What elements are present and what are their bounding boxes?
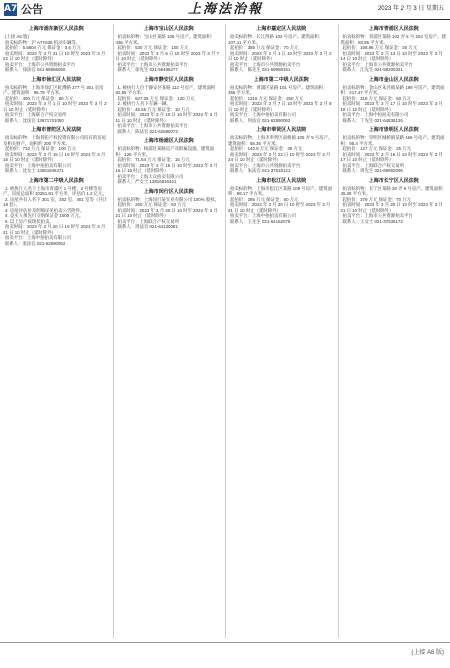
notice-title: 上海市普陀区人民法院 <box>31 127 82 133</box>
notice-paragraph: 起拍价：5.5804 万元 保证金：0.6 万元 <box>5 45 81 50</box>
notice-paragraph: 拍卖平台：上海中拍拍卖有限公司 <box>230 213 296 218</box>
notice-title: 上海市第二中级人民法院 <box>253 76 309 83</box>
notice-title: 上海市第二中级人民法院 <box>28 177 84 184</box>
notice-paragraph: 起拍价：355 万元 保证金：70 万元 <box>230 45 299 50</box>
notice-body <box>228 85 335 124</box>
notice-title: 上海市浦东新区人民法院 <box>28 26 84 32</box>
notice-paragraph: 拍卖标的物：杨浦区某路房产及附属设施。建筑面积：126 平方米。 <box>115 146 215 157</box>
notice-title: 上海市徐汇区人民法院 <box>31 76 82 83</box>
auction-notice <box>116 189 223 230</box>
notice-paragraph: 拍卖标的物：上海闵行某实业有限公司 100% 股权。 <box>117 196 219 202</box>
notice-body <box>228 34 335 73</box>
newspaper-masthead: 上海法治報 <box>187 2 263 17</box>
auction-notice <box>116 77 223 135</box>
notice-paragraph: (上接 A6 版) <box>5 34 29 39</box>
notice-paragraph: 联系人：陈法官 021-62580072 <box>117 128 178 134</box>
notice-paragraph: 拍卖平台：上海中拍拍卖有限公司 <box>230 112 296 117</box>
notice-paragraph: 拍卖时间：2023 年 3 月 6 日 10 时至 2023 年 3 月 7 日 10 时止（延时除外） <box>115 50 220 61</box>
notice-paragraph: 拍卖标的物：青浦区某路 102 弄 6 号 204 室房产。建筑面积：83.95 平方米。 <box>340 34 446 45</box>
notice-paragraph: 拍卖时间：2023 年 3 月 16 日 10 时至 2023 年 3 月 17 日 10 时止（延时除外） <box>340 151 443 162</box>
notice-paragraph: 3. 房屋评估价及明细详见拍卖公告附件。 <box>5 207 85 213</box>
notice-paragraph: 拍卖平台：上海市公共资源拍卖平台 <box>230 61 301 67</box>
issue-date: 2023 年 2 月 3 日 星期五 <box>377 6 444 12</box>
notice-paragraph: 起拍价：400 万元 保证金：80 万元 <box>5 95 74 101</box>
notice-body <box>341 34 448 73</box>
notice-body <box>3 186 110 247</box>
notice-body <box>3 34 110 73</box>
auction-notice <box>228 178 335 225</box>
notice-body <box>116 197 223 230</box>
notice-paragraph: 拍卖标的物：沪 A7Y626 机动车辆等。 <box>5 39 81 45</box>
auction-notice <box>3 77 110 124</box>
notice-paragraph: 起拍价：71.54 万元 保证金：15 万元 <box>117 157 190 162</box>
notice-body <box>228 135 335 174</box>
notice-paragraph: 2. 被执行人名下车辆一辆。 <box>117 101 171 106</box>
notice-paragraph: 拍卖时间：2023 年 3 月 10 日 10 时至 2023 年 3 月 11 日 10 时止（延时除外） <box>115 112 218 123</box>
notice-body <box>341 135 448 174</box>
notice-paragraph: 起拍价：46.55 万元 保证金：10 万元 <box>117 106 190 112</box>
notice-paragraph: 拍卖时间：2023 年 3 月 20 日 10 时至 2023 年 3 月 21 日 10 时止（延时除外） <box>228 202 331 213</box>
page-footer <box>0 642 450 668</box>
notice-body <box>341 85 448 124</box>
notice-paragraph: 联系人：王女士 021-37536172 <box>342 218 403 224</box>
notice-paragraph: 拍卖平台：上海市公共资源拍卖平台 <box>342 213 413 218</box>
notice-paragraph: 起拍价：1310 万元 保证金：260 万元 <box>230 95 304 101</box>
notice-paragraph: 拍卖标的物：宝山区某路 105 号房产。建筑面积：436 平方米。 <box>115 34 216 45</box>
notice-paragraph: 拍卖时间：2023 年 3 月 20 日 10 时至 2023 年 3 月 21 日 10 时止（延时除外） <box>3 224 106 235</box>
auction-notice <box>341 26 448 73</box>
notice-paragraph: 拍卖平台：上海市公共资源拍卖平台 <box>5 61 76 67</box>
footer-note: (上接 A6 版) <box>411 650 444 656</box>
page-header <box>0 0 450 20</box>
notice-paragraph: 拍卖平台：上海中拍拍卖有限公司 <box>342 112 409 117</box>
notice-paragraph: 起拍价：379 万元 保证金：70 万元 <box>342 196 412 202</box>
notice-body <box>116 85 223 135</box>
notice-title: 上海市静安区人民法院 <box>143 76 194 83</box>
auction-notice <box>341 178 448 225</box>
section-title: 公告 <box>21 3 43 16</box>
notice-body <box>116 146 223 185</box>
notice-paragraph: 拍卖时间：2023 年 3 月 20 日 10 时至 2023 年 3 月 21 日 10 时止（延时除外） <box>340 202 443 213</box>
notice-paragraph: 拍卖标的物：金山区朱泾镇某路 199 号房产。建筑面积：217.47 平方米。 <box>340 84 445 95</box>
notice-paragraph: 联系人：严女士 13816816421 <box>117 179 177 184</box>
notice-paragraph: 起拍价：250 万元 保证金：50 万元 <box>117 202 187 207</box>
notice-paragraph: 拍卖平台：上海联合产权交易所 <box>342 162 404 168</box>
notice-paragraph: 联系人：江先生 021-59200321 <box>342 67 403 72</box>
notice-paragraph: 拍卖平台：上海市公共资源拍卖平台 <box>117 61 188 67</box>
page-number-badge: A7 <box>4 4 18 14</box>
notice-paragraph: 拍卖标的物：长江西路 102 号房产。建筑面积：107.41 平方米。 <box>228 34 324 45</box>
notice-paragraph: 拍卖时间：2023 年 3 月 23 日 10 时至 2023 年 3 月 24 日 10 时止（延时除外） <box>228 151 331 162</box>
notice-paragraph: 1. 被执行人位于静安区某路 112 号房产，建筑面积 82.55 平方米。 <box>115 84 216 95</box>
notice-paragraph: 拍卖平台：上海市公共资源拍卖平台 <box>230 162 301 168</box>
notice-body <box>3 135 110 174</box>
notice-title: 上海市崇明区人民法院 <box>368 127 419 133</box>
notice-paragraph: 拍卖标的物：长宁区某路 30 弄 6 号房产。建筑面积：45.28 平方米。 <box>340 185 447 196</box>
notice-title: 上海市奉贤区人民法院 <box>256 127 307 133</box>
auction-notice <box>228 77 335 124</box>
notice-paragraph: 联系人：沈法官 13671701050 <box>5 117 64 123</box>
notice-paragraph: 拍卖时间：2023 年 3 月 17 日 10 时至 2023 年 3 月 18 日 10 时止（延时除外） <box>340 101 443 112</box>
notice-body <box>228 186 335 225</box>
notice-paragraph: 拍卖时间：2023 年 3 月 21 日 10 时至 2023 年 3 月 22 日 10 时止（延时除外） <box>3 50 106 61</box>
notice-paragraph: 拍卖标的物：上海市松江区某路 109 号房产。建筑面积：98.17 平方米。 <box>228 185 332 196</box>
notice-paragraph: 拍卖标的物：黄浦区某路 101 号房产。建筑面积：356 平方米。 <box>228 84 328 95</box>
notice-paragraph: 拍卖平台：上海联合产权交易所 <box>5 112 67 117</box>
notice-paragraph: 拍卖时间：2023 年 3 月 20 日 10 时至 2023 年 3 月 21 日 10 时止（延时除外） <box>115 207 218 218</box>
notice-paragraph: 联系人：陈先生 021-59958161 <box>230 67 291 72</box>
auction-notice <box>228 127 335 174</box>
notice-title: 上海市长宁区人民法院 <box>368 177 419 184</box>
notice-paragraph: 联系人：周先生 021-69692006 <box>342 168 403 173</box>
notice-paragraph: 1. 被执行人名下上海市青浦区 1 号楼、2 号楼等房产。房屋总面积 10251.81 平方米，评估价 1.2 亿元。 <box>3 185 107 196</box>
column-2 <box>113 24 223 638</box>
notice-paragraph: 5. 以上房产按现状拍卖。 <box>5 218 54 224</box>
auction-notice <box>228 26 335 73</box>
auction-notice <box>3 127 110 174</box>
column-4 <box>338 24 448 638</box>
notice-paragraph: 拍卖平台：上海联合产权交易所 <box>117 218 179 224</box>
notice-paragraph: 拍卖时间：2023 年 3 月 15 日 10 时至 2023 年 3 月 16 日 10 时止（延时除外） <box>115 162 218 173</box>
notice-title: 上海市宝山区人民法院 <box>143 26 194 32</box>
notice-paragraph: 起拍价：318 万元 保证金：60 万元 <box>342 95 412 101</box>
notice-paragraph: 拍卖时间：2023 年 3 月 15 日 10 时至 2023 年 3 月 16 日 10 时止（延时除外） <box>3 151 106 162</box>
notice-paragraph: 拍卖平台：上海市公共资源拍卖平台 <box>117 123 188 128</box>
notice-paragraph: 4. 竞买人须先行交纳保证金 1000 万元。 <box>5 213 84 218</box>
auction-notice <box>3 178 110 247</box>
auction-notice <box>116 26 223 73</box>
notice-paragraph: 拍卖平台：上海市公共资源拍卖平台 <box>342 61 413 67</box>
auction-notice <box>3 26 110 73</box>
notice-paragraph: 起拍价：295 万元 保证金：60 万元 <box>230 196 299 202</box>
auction-notice <box>341 77 448 124</box>
notice-paragraph: 拍卖平台：上海中拍拍卖有限公司 <box>5 235 71 240</box>
notice-paragraph: 联系人：徐法官 021-68866050 <box>5 67 66 72</box>
notice-paragraph: 起拍价：627.29 万元 保证金：120 万元 <box>117 95 195 101</box>
notice-paragraph: 拍卖平台：上海大众拍卖有限公司 <box>117 173 184 179</box>
column-3 <box>225 24 335 638</box>
notice-paragraph: 2. 房屋共有人名下 301 室、302 室、401 室等（共计 18 套）。 <box>3 196 107 207</box>
notice-paragraph: 联系人：沈女士 13651946471 <box>5 168 64 173</box>
notice-paragraph: 拍卖时间：2023 年 3 月 7 日 10 时至 2023 年 3 月 8 日 10 时止（延时除外） <box>228 101 332 112</box>
notice-title: 上海市松江区人民法院 <box>256 177 307 184</box>
auction-notice <box>116 138 223 185</box>
notice-title: 上海市金山区人民法院 <box>368 76 419 83</box>
notice-paragraph: 起拍价：140.9 万元 保证金：30 万元 <box>230 146 303 151</box>
notice-paragraph: 起拍价：530 万元 保证金：100 万元 <box>117 45 189 50</box>
notice-paragraph: 拍卖时间：2023 年 3 月 1 日 10 时至 2023 年 3 月 2 日 10 时止（延时除外） <box>228 50 332 61</box>
notice-columns <box>3 24 447 638</box>
notice-body <box>116 34 223 73</box>
notice-paragraph: 拍卖标的物：上海普陀产权投资有限公司持有的房屋及相关财产，面积约 200 平方米。 <box>3 135 106 146</box>
notice-paragraph: 联系人：周法官 021-64130081 <box>117 224 178 229</box>
notice-paragraph: 拍卖平台：上海中拍拍卖有限公司 <box>5 162 71 168</box>
column-1 <box>3 24 110 638</box>
notice-body <box>3 85 110 124</box>
notice-body <box>341 186 448 225</box>
notice-paragraph: 起拍价：168.96 万元 保证金：30 万元 <box>342 45 418 50</box>
notice-paragraph: 起拍价：710 万元 保证金：100 万元 <box>5 146 76 151</box>
notice-title: 上海市闵行区人民法院 <box>143 188 194 195</box>
auction-notice <box>341 127 448 174</box>
notice-paragraph: 联系人：徐先生 021-56486277 <box>117 67 178 72</box>
notice-paragraph: 起拍价：127 万元 保证金：25 万元 <box>342 146 412 151</box>
notice-title: 上海市嘉定区人民法院 <box>256 26 307 32</box>
notice-paragraph: 联系人：王先生 021-64162075 <box>230 218 291 224</box>
notice-paragraph: 联系人：朱法官 021-37518121 <box>230 168 291 173</box>
notice-paragraph: 拍卖标的物：崇明区城桥镇某路 166 号房产。建筑面积：95.4 平方米。 <box>340 135 445 146</box>
notice-paragraph: 拍卖标的物：上海市奉贤区南桥镇 105 弄 5 号房产。建筑面积：58.36 平方米。 <box>228 135 333 146</box>
notice-title: 上海市杨浦区人民法院 <box>143 138 194 144</box>
notice-paragraph: 联系人：张法官 021-62890052 <box>5 240 66 246</box>
notice-paragraph: 拍卖时间：2023 年 3 月 13 日 10 时至 2023 年 3 月 14 日 10 时止（延时除外） <box>340 50 443 61</box>
notice-title: 上海市青浦区人民法院 <box>368 26 419 32</box>
notice-paragraph: 拍卖标的物：上海市徐汇区虹漕路 277 号 301 室房产。建筑面积：95.78 平方米。 <box>3 84 104 95</box>
notice-paragraph: 拍卖时间：2023 年 3 月 1 日 10 时至 2023 年 3 月 2 日 10 时止（延时除外） <box>3 101 107 112</box>
notice-paragraph: 联系人：丁先生 021-64836126 <box>342 117 403 123</box>
notice-paragraph: 联系人：何法官 021-62890052 <box>230 117 291 123</box>
